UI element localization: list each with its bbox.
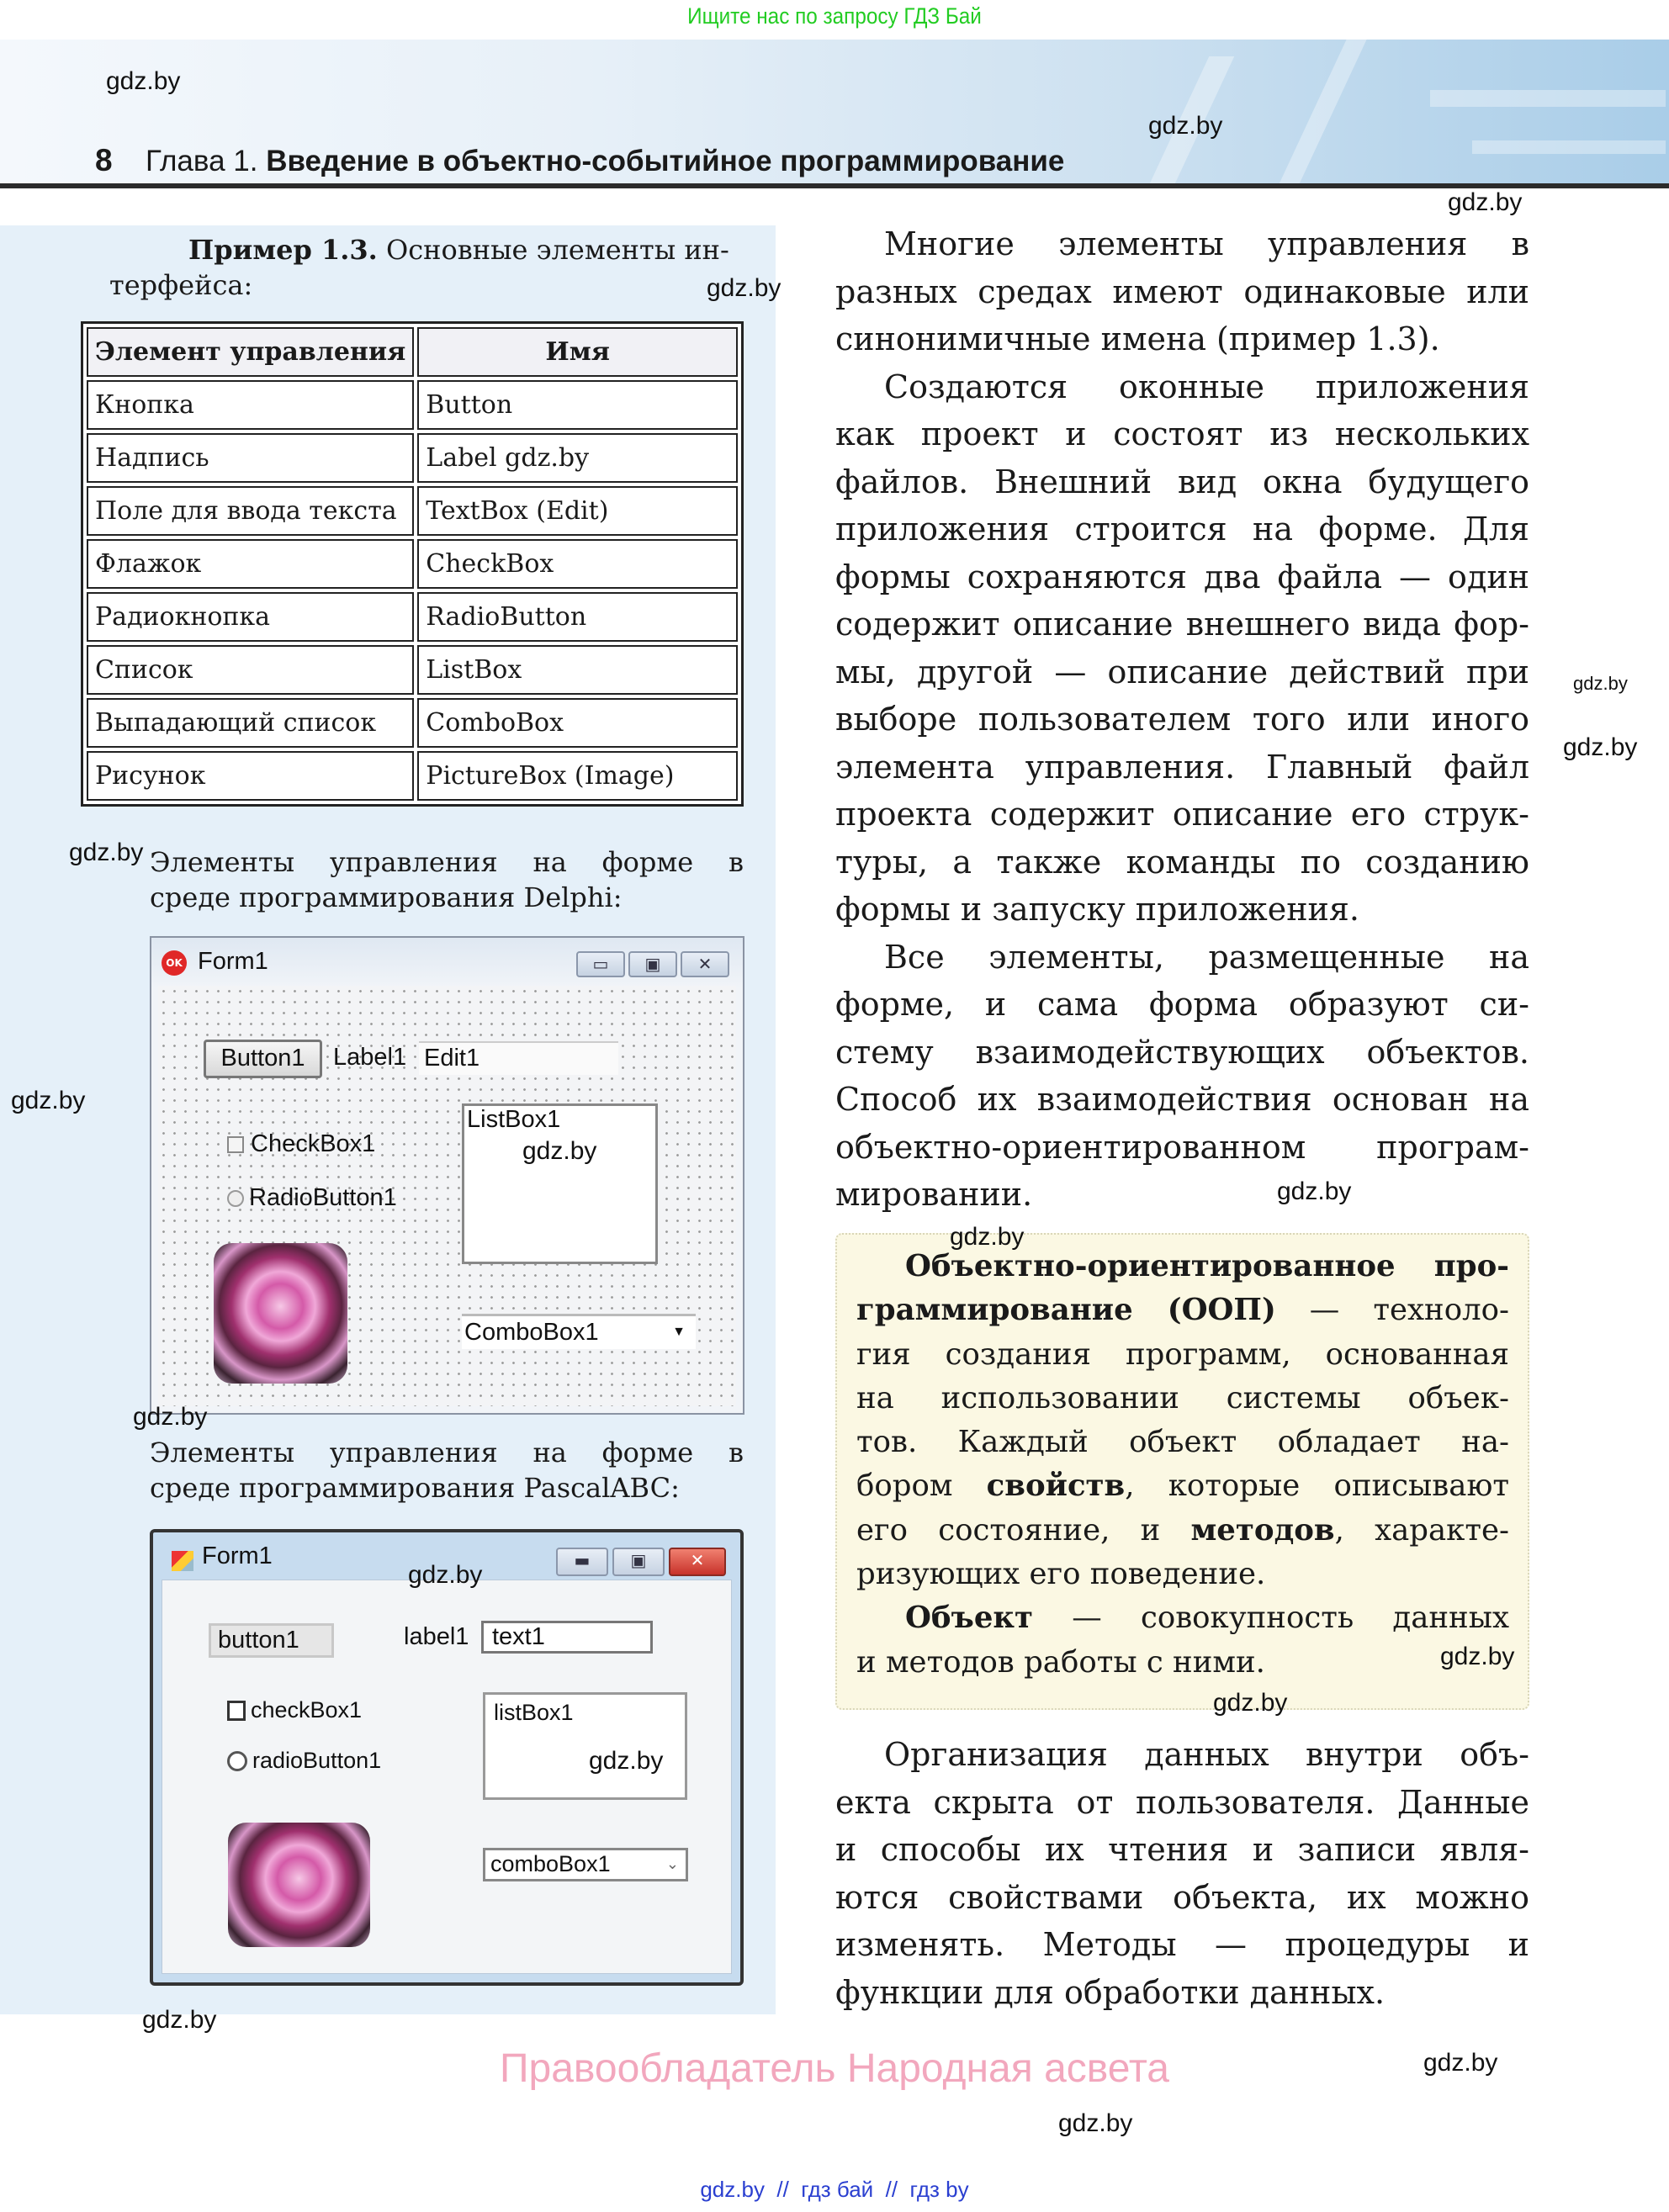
table-row bbox=[87, 592, 738, 642]
body-text-final bbox=[835, 1731, 1529, 2016]
bold-term: Объектно-ориентированное про- bbox=[905, 1249, 1509, 1283]
text-line: екта скрыта от пользователя. Данные bbox=[835, 1783, 1529, 1821]
control-element-cell: Кнопка bbox=[87, 380, 414, 430]
column-header-name: Имя bbox=[417, 327, 738, 377]
definition-line bbox=[856, 1377, 1509, 1421]
maximize-button[interactable]: ▣ bbox=[612, 1548, 665, 1576]
text-line: формы и запуску приложения. bbox=[835, 891, 1359, 928]
radio-icon[interactable] bbox=[227, 1190, 244, 1207]
column-header-element: Элемент управления bbox=[87, 327, 414, 377]
header-rule bbox=[0, 183, 1669, 188]
watermark: gdz.by bbox=[69, 839, 144, 866]
definition-text: бором bbox=[856, 1468, 987, 1504]
control-element-cell: Выпадающий список bbox=[87, 698, 414, 748]
text-line: формы сохраняются два файла — один bbox=[835, 558, 1529, 595]
listbox1[interactable] bbox=[462, 1103, 658, 1264]
control-element-cell: Рисунок bbox=[87, 751, 414, 801]
controls-table bbox=[81, 321, 744, 807]
watermark: gdz.by bbox=[1563, 733, 1638, 761]
watermark: gdz.by bbox=[1573, 673, 1628, 694]
text-line: объектно-ориентированном програм- bbox=[835, 1128, 1529, 1166]
button1[interactable]: Button1 bbox=[204, 1040, 322, 1078]
table-row bbox=[87, 486, 738, 536]
checkbox-label: checkBox1 bbox=[251, 1697, 363, 1723]
chapter-label: Глава 1. bbox=[146, 145, 258, 177]
table-row bbox=[87, 645, 738, 695]
watermark: gdz.by bbox=[408, 1561, 483, 1589]
close-button[interactable]: ✕ bbox=[681, 951, 729, 977]
text-line: выборе пользователем того или иного bbox=[835, 701, 1529, 738]
minimize-button[interactable]: ▬ bbox=[556, 1548, 608, 1576]
watermark: gdz.by bbox=[1148, 112, 1223, 140]
text-line: приложения строится на форме. Для bbox=[835, 511, 1529, 548]
bold-term: методов bbox=[1190, 1512, 1335, 1548]
example-caption-text: Основные элементы ин- bbox=[377, 234, 729, 266]
control-element-cell: Надпись bbox=[87, 433, 414, 483]
table-row bbox=[87, 539, 738, 589]
definition-line bbox=[856, 1421, 1509, 1464]
example-caption-cont: терфейса: bbox=[109, 269, 253, 301]
definition-line bbox=[856, 1596, 1509, 1640]
watermark: gdz.by bbox=[1277, 1177, 1352, 1205]
delphi-caption bbox=[150, 844, 744, 915]
radio-label: RadioButton1 bbox=[249, 1184, 397, 1211]
text-line: туры, а также команды по созданию bbox=[835, 843, 1529, 881]
watermark: gdz.by bbox=[1213, 1689, 1288, 1717]
caption-line: среде программирования Delphi: bbox=[150, 881, 623, 913]
window-controls bbox=[556, 1548, 726, 1576]
text-line: Все элементы, размещенные на bbox=[884, 938, 1529, 976]
watermark: gdz.by bbox=[1423, 2049, 1498, 2077]
text-line: мировании. bbox=[835, 1176, 1033, 1213]
definition-line bbox=[856, 1641, 1509, 1685]
label1: label1 bbox=[404, 1623, 469, 1650]
listbox-item[interactable]: listBox1 bbox=[494, 1700, 574, 1725]
checkbox-label: CheckBox1 bbox=[251, 1130, 376, 1157]
window-controls bbox=[576, 951, 729, 977]
watermark: gdz.by bbox=[11, 1087, 86, 1114]
body-text bbox=[835, 220, 1529, 1219]
chapter-heading bbox=[146, 145, 1064, 178]
control-name-cell: PictureBox (Image) bbox=[417, 751, 738, 801]
pascal-caption bbox=[150, 1435, 744, 1506]
definition-text: на использовании системы объек- bbox=[856, 1380, 1509, 1416]
definition-text: тов. Каждый объект обладает на- bbox=[856, 1425, 1509, 1460]
table-row bbox=[87, 380, 738, 430]
control-name-cell: Label gdz.by bbox=[417, 433, 738, 483]
example-caption bbox=[188, 232, 729, 267]
pascal-app-icon bbox=[172, 1551, 193, 1571]
dropdown-arrow-icon[interactable]: ▼ bbox=[672, 1325, 686, 1339]
text-line: как проект и состоят из нескольких bbox=[835, 415, 1529, 452]
text-line: файлов. Внешний вид окна будущего bbox=[835, 463, 1529, 500]
control-name-cell: RadioButton bbox=[417, 592, 738, 642]
definition-line bbox=[856, 1333, 1509, 1377]
definition-text: его состояние, и bbox=[856, 1512, 1191, 1548]
button1[interactable]: button1 bbox=[209, 1623, 334, 1658]
form-title: Form1 bbox=[198, 948, 268, 975]
text-line: форме, и сама форма образуют си- bbox=[835, 986, 1529, 1023]
watermark: gdz.by bbox=[1448, 188, 1523, 216]
definition-line bbox=[856, 1553, 1509, 1596]
control-element-cell: Радиокнопка bbox=[87, 592, 414, 642]
watermark: gdz.by bbox=[707, 274, 782, 302]
definition-text: , которые описывают bbox=[1125, 1468, 1509, 1504]
chapter-title: Введение в объектно-событийное программирование bbox=[266, 145, 1065, 177]
definition-line bbox=[856, 1289, 1509, 1332]
table-row bbox=[87, 433, 738, 483]
text-line: Многие элементы управления в bbox=[884, 225, 1529, 262]
radiobutton1[interactable] bbox=[227, 1748, 381, 1774]
text-line: и способы их чтения и записи явля- bbox=[835, 1831, 1529, 1868]
page-number: 8 bbox=[95, 143, 113, 177]
text-line: Создаются оконные приложения bbox=[884, 368, 1529, 405]
maximize-button[interactable]: ▣ bbox=[628, 951, 677, 977]
bold-term: свойств bbox=[986, 1468, 1126, 1504]
text-line: стему взаимодействующих объектов. bbox=[835, 1033, 1529, 1071]
text-line: синонимичные имена (пример 1.3). bbox=[835, 320, 1440, 357]
caption-line: среде программирования PascalABC: bbox=[150, 1472, 680, 1504]
checkbox1[interactable] bbox=[227, 1697, 362, 1723]
definition-text: гия создания программ, основанная bbox=[856, 1336, 1509, 1372]
text-line: функции для обработки данных. bbox=[835, 1973, 1386, 2011]
watermark: gdz.by bbox=[589, 1747, 664, 1775]
definition-text: ризующих его поведение. bbox=[856, 1557, 1266, 1592]
combobox-value: comboBox1 bbox=[490, 1851, 611, 1876]
form-title: Form1 bbox=[202, 1543, 273, 1569]
caption-line: Элементы управления на форме в bbox=[150, 1437, 744, 1468]
text-line: проекта содержит описание его струк- bbox=[835, 796, 1529, 833]
radio-icon[interactable] bbox=[227, 1751, 247, 1771]
combobox1[interactable] bbox=[483, 1848, 688, 1881]
example-title: Пример 1.3. bbox=[188, 234, 378, 266]
oop-definition bbox=[856, 1245, 1509, 1685]
control-name-cell: CheckBox bbox=[417, 539, 738, 589]
label1: Label1 bbox=[333, 1044, 407, 1071]
definition-line bbox=[856, 1464, 1509, 1508]
close-button[interactable]: ✕ bbox=[669, 1548, 726, 1576]
table-row bbox=[87, 698, 738, 748]
control-name-cell: ListBox bbox=[417, 645, 738, 695]
radiobutton1[interactable] bbox=[227, 1184, 397, 1212]
checkbox-icon[interactable] bbox=[227, 1701, 246, 1721]
search-hint-banner: Ищите нас по запросу ГДЗ Бай bbox=[687, 3, 982, 29]
control-element-cell: Поле для ввода текста bbox=[87, 486, 414, 536]
control-element-cell: Флажок bbox=[87, 539, 414, 589]
watermark: gdz.by bbox=[142, 2006, 217, 2034]
rose-picture bbox=[228, 1823, 370, 1947]
definition-text: и методов работы с ними. bbox=[856, 1644, 1265, 1680]
text-line: изменять. Методы — процедуры и bbox=[835, 1926, 1529, 1963]
control-name-cell: TextBox (Edit) bbox=[417, 486, 738, 536]
text1-input[interactable]: text1 bbox=[481, 1621, 653, 1654]
bold-term: граммирование (ООП) bbox=[856, 1293, 1276, 1328]
chevron-down-icon[interactable]: ⌄ bbox=[665, 1855, 679, 1872]
bold-term: Объект bbox=[905, 1601, 1034, 1636]
combobox-value: ComboBox1 bbox=[464, 1319, 599, 1346]
minimize-button[interactable]: ▭ bbox=[576, 951, 625, 977]
copyright-notice: Правообладатель Народная асвета bbox=[500, 2046, 1169, 2091]
text-line: Организация данных внутри объ- bbox=[884, 1736, 1529, 1773]
definition-text: — техноло- bbox=[1275, 1293, 1509, 1328]
caption-line: Элементы управления на форме в bbox=[150, 846, 744, 878]
text-line: Способ их взаимодействия основан на bbox=[835, 1081, 1529, 1118]
watermark: gdz.by bbox=[522, 1137, 597, 1165]
watermark: gdz.by bbox=[1440, 1643, 1515, 1670]
watermark: gdz.by bbox=[1058, 2109, 1133, 2137]
control-element-cell: Список bbox=[87, 645, 414, 695]
text-line: разных средах имеют одинаковые или bbox=[835, 273, 1529, 310]
delphi-form-window bbox=[150, 936, 744, 1415]
watermark: gdz.by bbox=[106, 67, 181, 95]
control-name-cell: ComboBox bbox=[417, 698, 738, 748]
checkbox-icon[interactable] bbox=[227, 1136, 244, 1153]
text-line: мы, другой — описание действий при bbox=[835, 653, 1529, 691]
text-line: ются свойствами объекта, их можно bbox=[835, 1878, 1529, 1916]
watermark: gdz.by bbox=[133, 1403, 208, 1431]
radio-label: radioButton1 bbox=[252, 1748, 382, 1773]
edit1-input[interactable]: Edit1 bbox=[419, 1041, 618, 1075]
definition-text: , характе- bbox=[1334, 1512, 1509, 1548]
delphi-app-icon: OK bbox=[162, 950, 187, 976]
text-line: содержит описание внешнего вида фор- bbox=[835, 606, 1529, 643]
listbox1[interactable] bbox=[483, 1692, 687, 1800]
listbox-item[interactable]: ListBox1 bbox=[467, 1106, 561, 1133]
footer-links[interactable]: gdz.by // гдз бай // гдз by bbox=[700, 2177, 969, 2202]
control-name-cell: Button bbox=[417, 380, 738, 430]
rose-picture bbox=[214, 1243, 347, 1384]
watermark: gdz.by bbox=[950, 1223, 1025, 1251]
definition-text: — совокупность данных bbox=[1033, 1601, 1509, 1636]
text-line: элемента управления. Главный файл bbox=[835, 748, 1529, 786]
table-row bbox=[87, 751, 738, 801]
checkbox1[interactable] bbox=[227, 1130, 375, 1158]
definition-line bbox=[856, 1509, 1509, 1553]
combobox1[interactable] bbox=[462, 1314, 696, 1349]
